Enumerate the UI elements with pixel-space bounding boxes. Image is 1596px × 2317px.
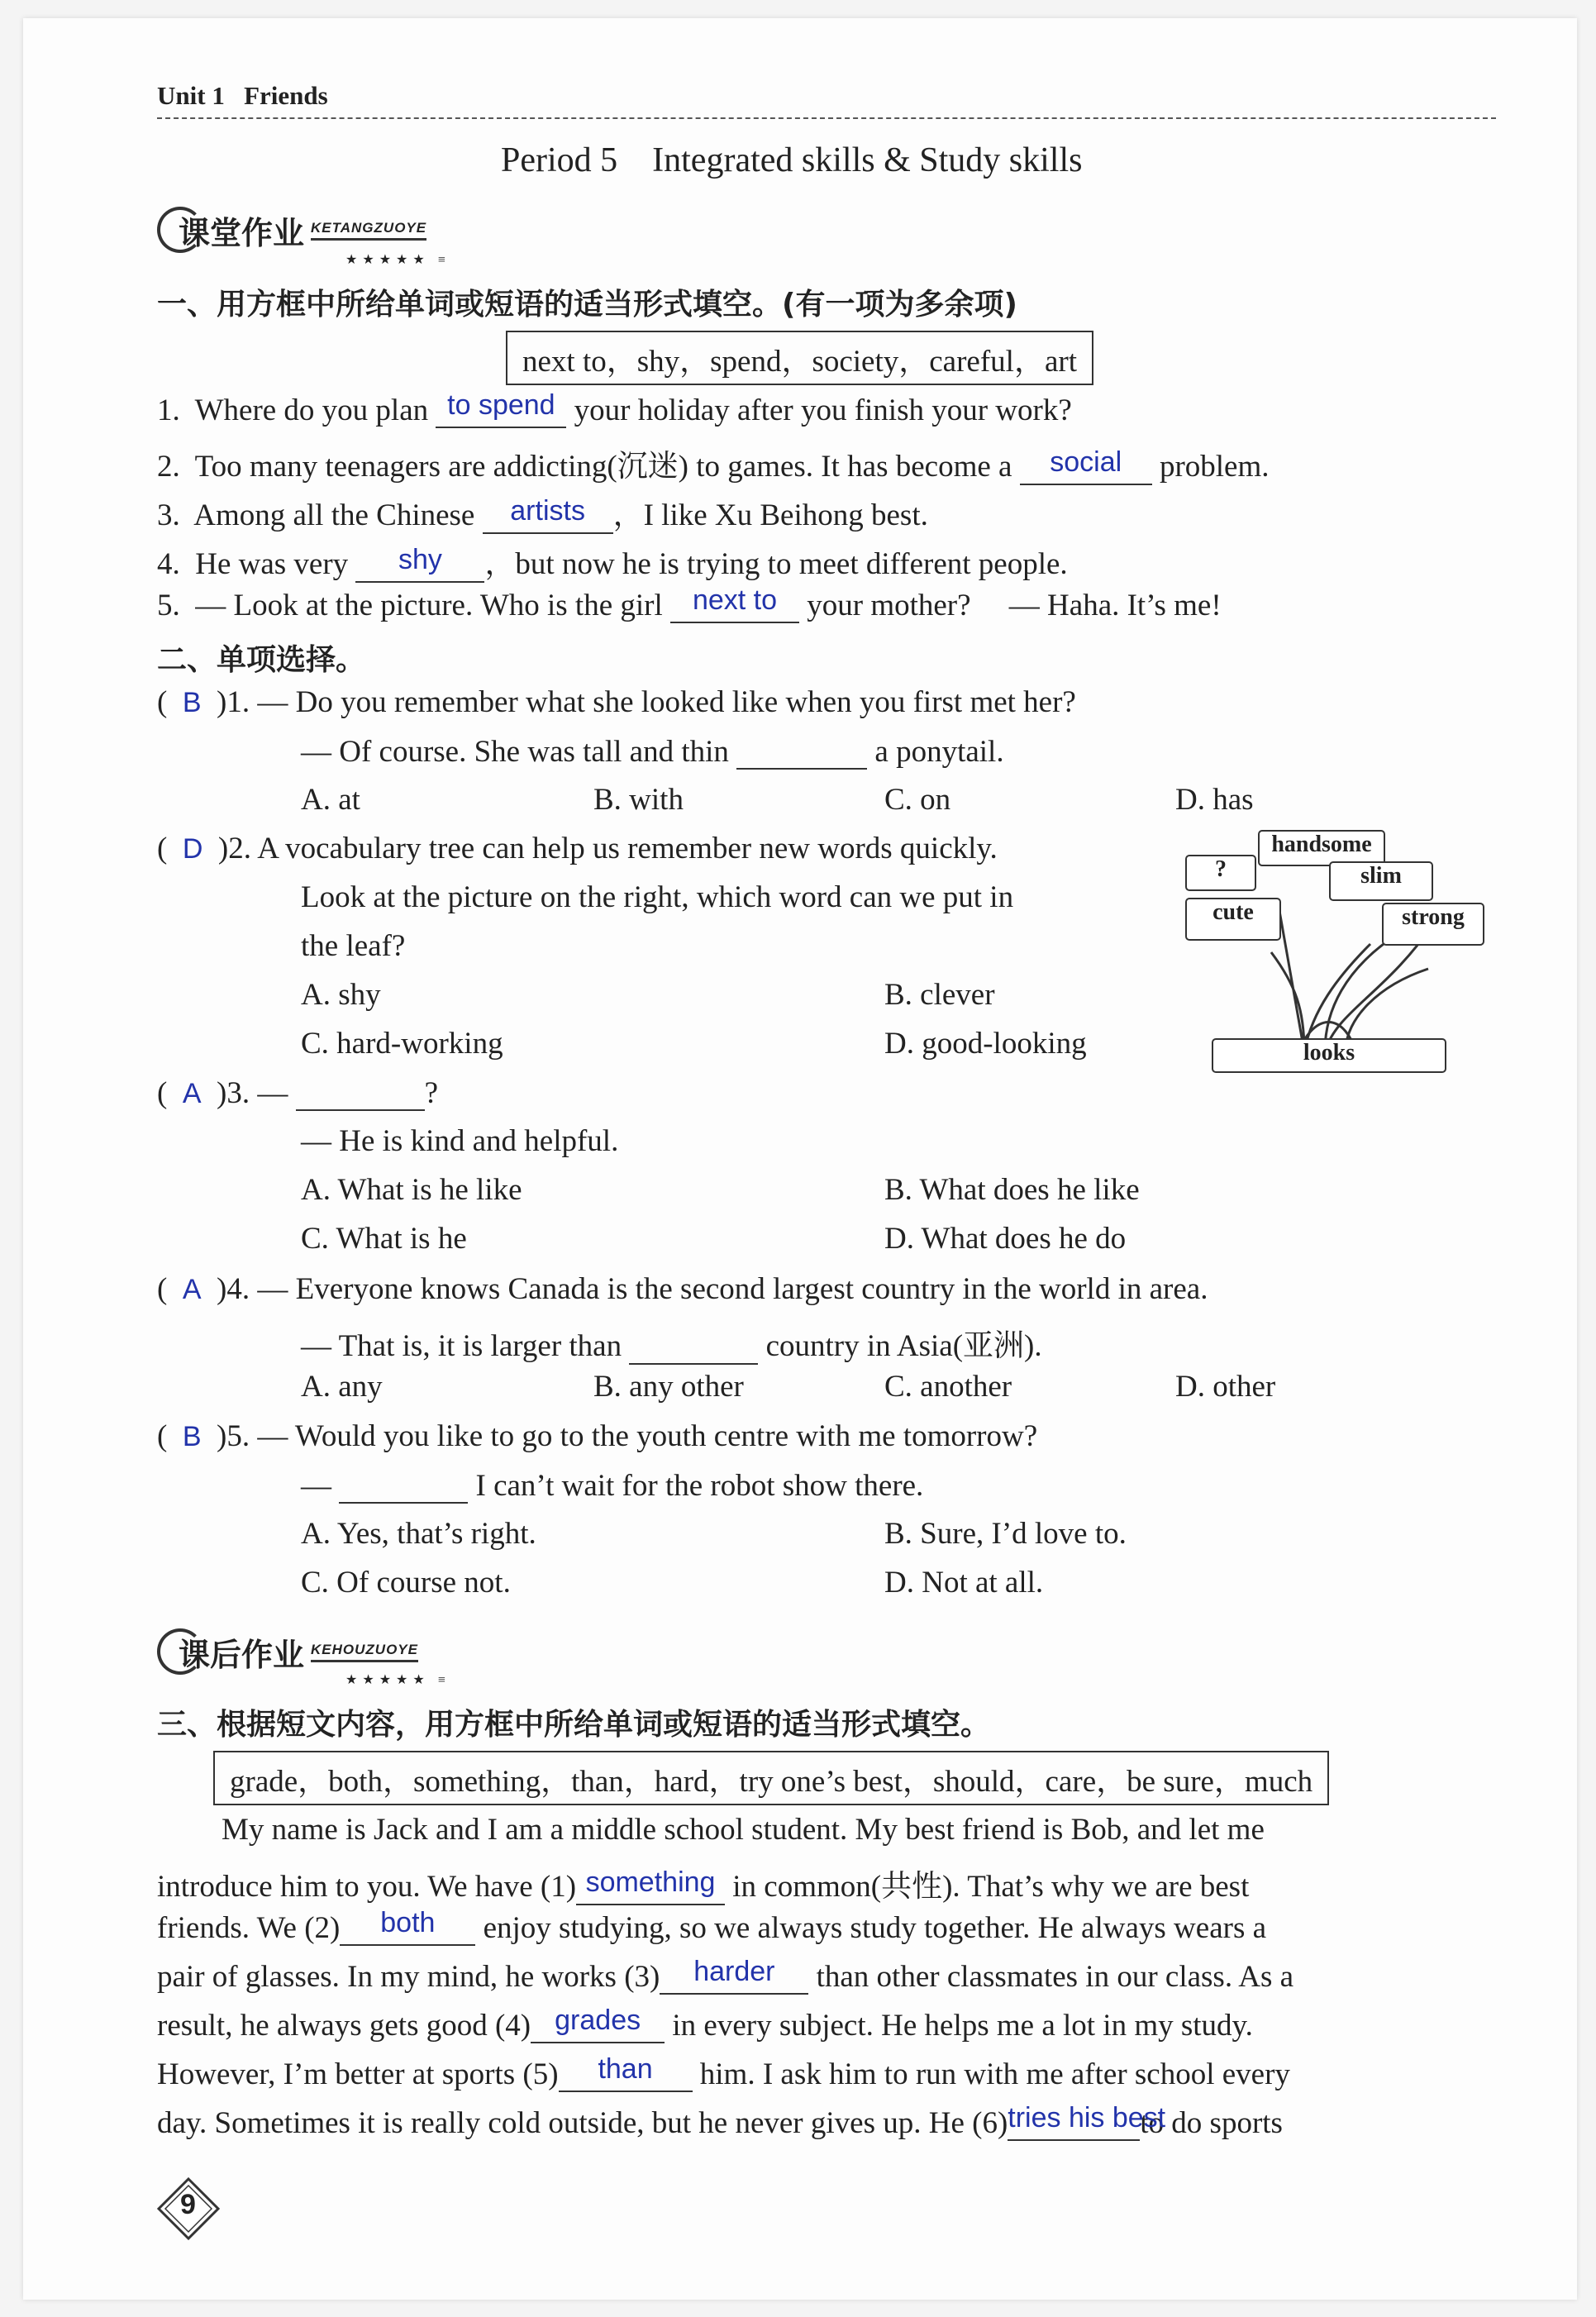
worksheet-page — [23, 18, 1577, 2300]
mc-3-opt-c[interactable]: C. What is he — [301, 1222, 467, 1256]
mc-1-blank — [736, 733, 867, 770]
page-number-badge — [155, 2176, 205, 2225]
mc-3-answer[interactable]: A — [182, 1078, 202, 1109]
mc-1-line1: ( B )1. — Do you remember what she looked like when you first met her? — [157, 685, 1076, 719]
home-work-logo: 课后作业 KEHOUZUOYE — [157, 1628, 418, 1675]
mc-2-answer[interactable]: D — [182, 833, 203, 865]
mc-2-opt-b[interactable]: B. clever — [884, 978, 995, 1012]
passage-line-5: result, he always gets good (4) grades in every subject. He helps me a lot in my study. — [157, 2005, 1253, 2043]
passage-line-6: However, I’m better at sports (5) than him. I ask him to run with me after school every — [157, 2053, 1290, 2091]
answer-blank-4[interactable]: shy — [355, 546, 484, 583]
answer-blank-3[interactable]: artists — [483, 498, 613, 534]
mc-2-opt-d[interactable]: D. good-looking — [884, 1027, 1087, 1061]
leaf-question: ? — [1185, 855, 1256, 891]
mc-4-blank — [629, 1328, 758, 1365]
mc-4-opt-d[interactable]: D. other — [1175, 1370, 1276, 1404]
mc-1-opt-d[interactable]: D. has — [1175, 783, 1254, 817]
leaf-handsome: handsome — [1258, 830, 1385, 866]
passage-blank-2[interactable]: both — [340, 1909, 475, 1946]
header-divider — [157, 117, 1496, 119]
mc-2-opt-a[interactable]: A. shy — [301, 978, 381, 1012]
answer-blank-1[interactable]: to spend — [436, 392, 566, 428]
unit-label: Unit 1 — [157, 81, 225, 110]
mc-5-opt-b[interactable]: B. Sure, I’d love to. — [884, 1517, 1127, 1551]
mc-1-opt-a[interactable]: A. at — [301, 783, 360, 817]
mc-2-opt-c[interactable]: C. hard-working — [301, 1027, 503, 1061]
passage-blank-3[interactable]: harder — [660, 1958, 808, 1995]
word-box-2: grade，both，something，than，hard，try one’s best，should，care，be sure，much — [213, 1751, 1329, 1805]
mc-5-line1: ( B )5. — Would you like to go to the youth centre with me tomorrow? — [157, 1419, 1038, 1453]
section-3-title: 三、根据短文内容，用方框中所给单词或短语的适当形式填空。 — [157, 1708, 991, 1742]
mc-1-opt-b[interactable]: B. with — [593, 783, 684, 817]
mc-2-line3: the leaf? — [301, 929, 406, 963]
mc-4-line1: ( A )4. — Everyone knows Canada is the second largest country in the world in area. — [157, 1272, 1208, 1306]
tree-root-looks: looks — [1212, 1038, 1446, 1073]
mc-1-line2: — Of course. She was tall and thin a ponytail. — [301, 735, 1004, 769]
unit-header — [157, 81, 328, 111]
passage-line-3: friends. We (2) both enjoy studying, so we always study together. He always wears a — [157, 1907, 1267, 1945]
mc-4-opt-c[interactable]: C. another — [884, 1370, 1012, 1404]
mc-3-opt-d[interactable]: D. What does he do — [884, 1222, 1127, 1256]
question-4: 4. He was very shy ，but now he is trying to meet different people. — [157, 544, 1068, 581]
answer-blank-5[interactable]: next to — [670, 587, 799, 623]
class-work-logo: 课堂作业 KETANGZUOYE — [157, 207, 426, 253]
leaf-slim: slim — [1329, 861, 1433, 901]
leaf-cute: cute — [1185, 898, 1281, 941]
mc-5-line2: — I can’t wait for the robot show there. — [301, 1469, 924, 1503]
unit-title: Friends — [244, 81, 328, 110]
question-5: 5. — Look at the picture. Who is the girl next to your mother? — Haha. It’s me! — [157, 584, 1222, 622]
mc-2-line2: Look at the picture on the right, which word can we put in — [301, 880, 1014, 914]
mc-4-answer[interactable]: A — [182, 1274, 202, 1305]
passage-blank-4[interactable]: grades — [531, 2007, 665, 2043]
mc-2-line1: ( D )2. A vocabulary tree can help us remember new words quickly. — [157, 832, 998, 865]
section-1-title: 一、用方框中所给单词或短语的适当形式填空。(有一项为多余项) — [157, 288, 1017, 322]
mc-5-opt-a[interactable]: A. Yes, that’s right. — [301, 1517, 536, 1551]
mc-4-opt-a[interactable]: A. any — [301, 1370, 383, 1404]
period-title: Period 5 Integrated skills & Study skills — [501, 141, 1083, 179]
stars-icon: ★★★★★ ≡ — [345, 1673, 450, 1687]
passage-blank-6[interactable]: tries his best — [1008, 2105, 1140, 2141]
passage-line-7: day. Sometimes it is really cold outside, but he never gives up. He (6) tries his best to do sports — [157, 2102, 1283, 2140]
mc-3-opt-a[interactable]: A. What is he like — [301, 1173, 522, 1207]
passage-blank-5[interactable]: than — [559, 2056, 693, 2092]
mc-5-answer[interactable]: B — [182, 1421, 202, 1452]
mc-1-opt-c[interactable]: C. on — [884, 783, 951, 817]
page-number: 9 — [180, 2189, 196, 2220]
mc-3-line2: — He is kind and helpful. — [301, 1124, 619, 1158]
mc-5-opt-d[interactable]: D. Not at all. — [884, 1566, 1044, 1599]
mc-3-opt-b[interactable]: B. What does he like — [884, 1173, 1140, 1207]
mc-3-line1: ( A )3. — ? — [157, 1076, 439, 1110]
question-2: 2. Too many teenagers are addicting(沉迷) to games. It has become a social problem. — [157, 446, 1270, 484]
passage-line-4: pair of glasses. In my mind, he works (3) harder than other classmates in our class. As a — [157, 1956, 1294, 1994]
section-2-title: 二、单项选择。 — [157, 643, 366, 677]
mc-4-line2: — That is, it is larger than country in Asia(亚洲). — [301, 1329, 1042, 1363]
passage-line-1: My name is Jack and I am a middle school student. My best friend is Bob, and let me — [222, 1813, 1265, 1847]
passage-blank-1[interactable]: something — [576, 1869, 725, 1905]
stars-icon: ★★★★★ ≡ — [345, 253, 450, 267]
word-box-1: next to，shy，spend，society，careful，art — [506, 331, 1093, 385]
mc-1-answer[interactable]: B — [182, 687, 202, 718]
mc-5-blank — [339, 1467, 468, 1504]
leaf-strong: strong — [1382, 903, 1484, 946]
mc-3-blank — [296, 1075, 425, 1111]
question-1: 1. Where do you plan to spend your holiday after you finish your work? — [157, 389, 1072, 427]
answer-blank-2[interactable]: social — [1020, 449, 1152, 485]
question-3: 3. Among all the Chinese artists ，I like Xu Beihong best. — [157, 495, 928, 532]
mc-4-opt-b[interactable]: B. any other — [593, 1370, 744, 1404]
passage-line-2: introduce him to you. We have (1) something in common(共性). That’s why we are best — [157, 1866, 1250, 1904]
mc-5-opt-c[interactable]: C. Of course not. — [301, 1566, 511, 1599]
